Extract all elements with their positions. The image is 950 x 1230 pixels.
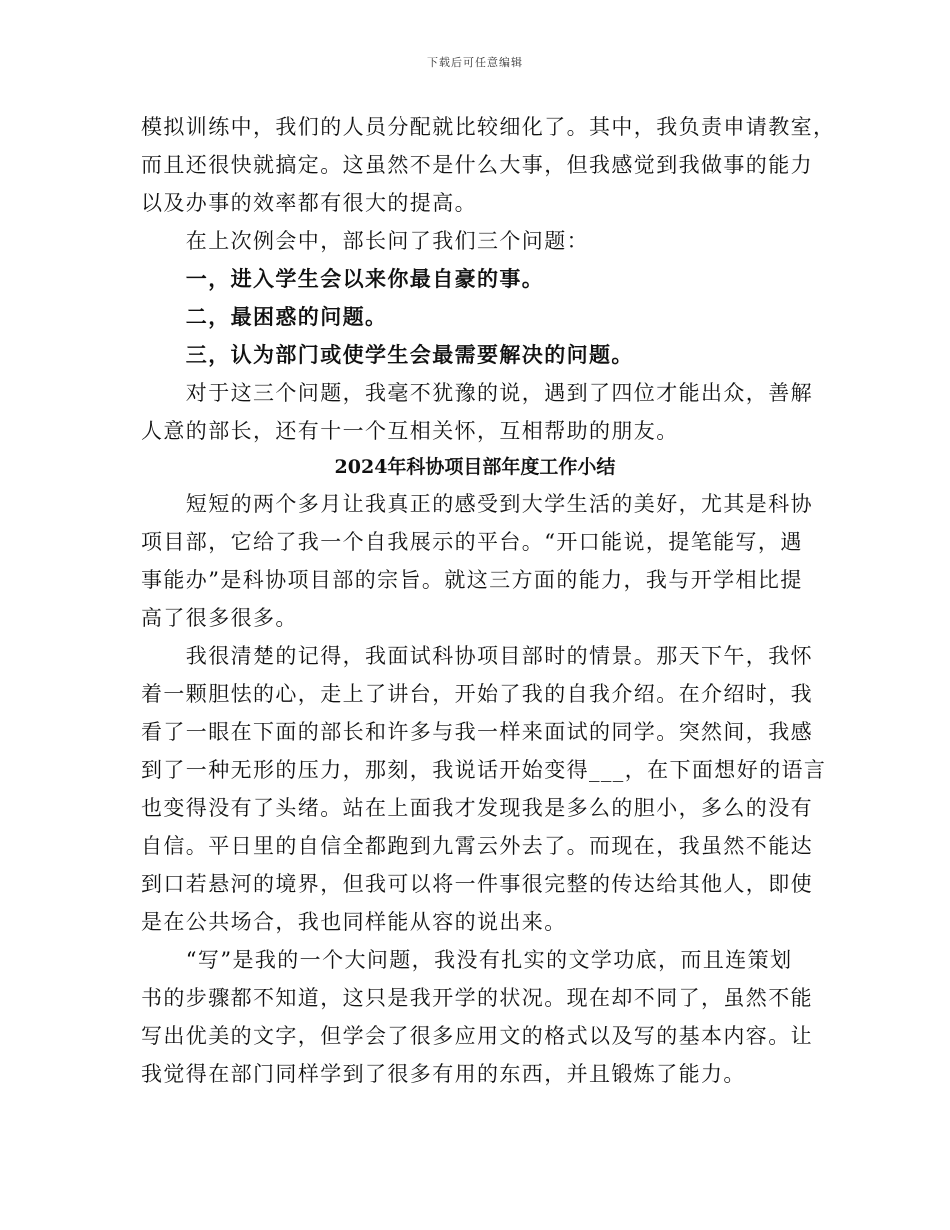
page-header: 下载后可任意编辑 — [427, 56, 523, 69]
text-line: 人意的部长，还有十一个互相关怀，互相帮助的朋友。 — [141, 419, 679, 443]
text-line: “写”是我的一个大问题，我没有扎实的文学功底，而且连策划 — [141, 948, 793, 972]
text-line: 我觉得在部门同样学到了很多有用的东西，并且锻炼了能力。 — [141, 1062, 746, 1086]
question-1: 一，进入学生会以来你最自豪的事。 — [141, 266, 545, 291]
text-line: 对于这三个问题，我毫不犹豫的说，遇到了四位才能出众，善解 — [141, 381, 813, 405]
text-line: 以及办事的效率都有很大的提高。 — [141, 191, 477, 215]
text-line: 看了一眼在下面的部长和许多与我一样来面试的同学。突然间，我感 — [141, 720, 813, 744]
question-2: 二，最困惑的问题。 — [141, 304, 388, 329]
text-line: 项目部，它给了我一个自我展示的平台。“开口能说，提笔能写，遇 — [141, 530, 803, 554]
text-line: 而且还很快就搞定。这虽然不是什么大事，但我感觉到我做事的能力 — [141, 153, 813, 177]
text-line: 在上次例会中，部长问了我们三个问题： — [141, 229, 589, 253]
text-line: 着一颗胆怯的心，走上了讲台，开始了我的自我介绍。在介绍时，我 — [141, 682, 813, 706]
section-title: 2024年科协项目部年度工作小结 — [334, 456, 616, 478]
text-line: 事能办”是科协项目部的宗旨。就这三方面的能力，我与开学相比提 — [141, 568, 803, 592]
text-line: 也变得没有了头绪。站在上面我才发现我是多么的胆小，多么的没有 — [141, 796, 813, 820]
text-line: 到了一种无形的压力，那刻，我说话开始变得___，在下面想好的语言 — [141, 758, 827, 782]
question-3: 三，认为部门或使学生会最需要解决的问题。 — [141, 342, 634, 367]
text-line: 自信。平日里的自信全都跑到九霄云外去了。而现在，我虽然不能达 — [141, 834, 813, 858]
text-line: 模拟训练中，我们的人员分配就比较细化了。其中，我负责申请教室， — [141, 115, 836, 139]
text-line: 是在公共场合，我也同样能从容的说出来。 — [141, 910, 567, 934]
text-line: 短短的两个多月让我真正的感受到大学生活的美好，尤其是科协 — [141, 492, 813, 516]
text-line: 高了很多很多。 — [141, 606, 298, 630]
text-line: 书的步骤都不知道，这只是我开学的状况。现在却不同了，虽然不能 — [141, 986, 813, 1010]
text-line: 到口若悬河的境界，但我可以将一件事很完整的传达给其他人，即使 — [141, 872, 813, 896]
text-line: 写出优美的文字，但学会了很多应用文的格式以及写的基本内容。让 — [141, 1024, 813, 1048]
text-line: 我很清楚的记得，我面试科协项目部时的情景。那天下午，我怀 — [141, 644, 813, 668]
